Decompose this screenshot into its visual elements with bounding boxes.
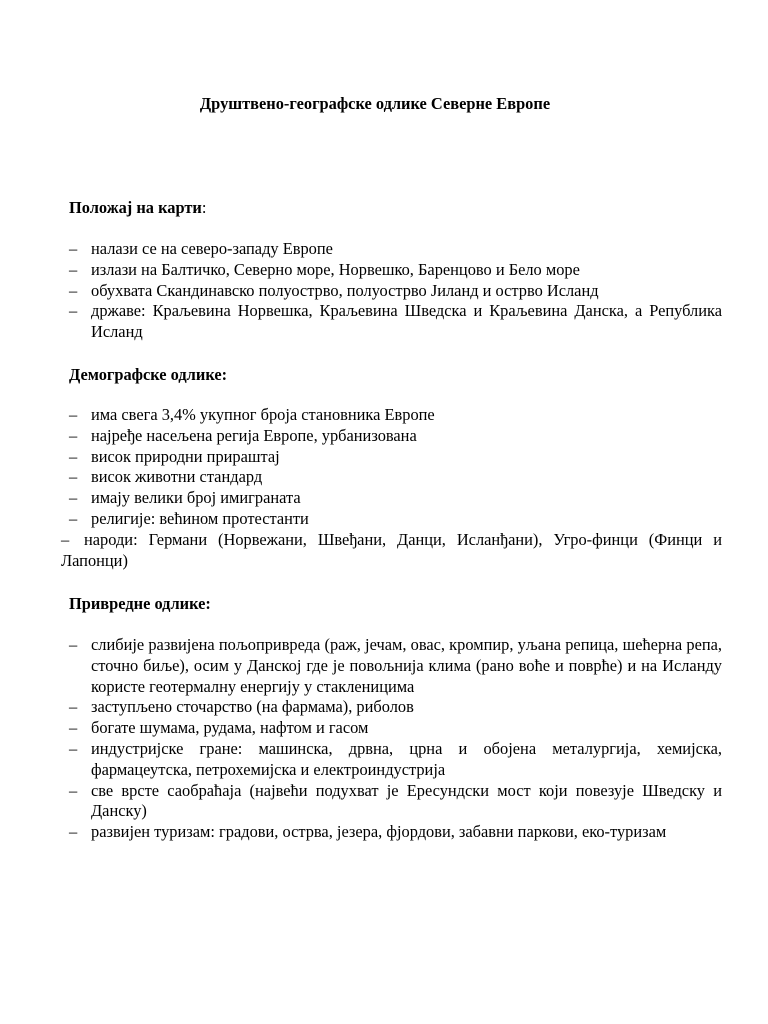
bullet-dash: – — [69, 239, 78, 258]
bullet-dash: – — [69, 488, 78, 508]
section-heading-economy — [69, 594, 211, 615]
bullet-dash: – — [69, 467, 78, 487]
list-item-text: имају велики број имиграната — [91, 488, 301, 508]
bullet-dash: – — [61, 529, 70, 549]
bullet-dash: – — [69, 780, 78, 800]
list-item — [69, 281, 722, 302]
list-item — [69, 739, 722, 781]
list-item — [61, 530, 722, 572]
list-item — [69, 822, 722, 843]
bullet-dash: – — [69, 822, 78, 842]
demographics-list — [61, 405, 722, 571]
list-item-text: богате шумама, рудама, нафтом и гасом — [91, 718, 369, 738]
list-item-text: развијен туризам: градови, острва, језера, фјордови, забавни паркови, еко-туризам — [91, 822, 667, 842]
section-heading-location-colon: : — [201, 198, 207, 217]
list-item — [69, 301, 722, 343]
list-item — [69, 467, 722, 488]
bullet-dash: – — [69, 697, 78, 717]
bullet-dash: – — [69, 635, 78, 654]
list-item-text: обухвата Скандинавско полуострво, полуострво Јиланд и острво Исланд — [91, 280, 599, 300]
section-heading-demographics-text: Демографске одлике: — [69, 365, 228, 384]
list-item — [69, 426, 722, 447]
document-title: Друштвено-географске одлике Северне Европе — [199, 94, 551, 113]
bullet-dash: – — [69, 718, 78, 738]
list-item — [69, 405, 722, 426]
list-item-text: народи: Германи (Норвежани, Швеђани, Данци, Исланђани), Угро-финци (Финци и Лапонци) — [61, 529, 722, 570]
list-item-text: висок животни стандард — [91, 467, 263, 487]
section-heading-location-text: Положај на карти — [69, 198, 202, 217]
list-item-text: заступљено сточарство (на фармама), риболов — [91, 697, 414, 717]
list-item — [69, 697, 722, 718]
section-heading-demographics — [69, 365, 227, 386]
bullet-dash: – — [69, 259, 78, 279]
list-item-text: индустријске гране: машинска, дрвна, црна и обојена металургија, хемијска, фармацеутска, петрохемијска и електроиндустрија — [91, 738, 722, 779]
section-heading-location — [69, 198, 206, 219]
list-item-text: висок природни прираштај — [91, 446, 280, 466]
list-item — [69, 781, 722, 823]
list-item-text: има свега 3,4% укупног броја становника Европе — [91, 405, 435, 424]
list-item — [69, 239, 722, 260]
list-item — [69, 509, 722, 530]
list-item-text: налази се на северо-западу Европе — [91, 239, 333, 258]
economy-list — [69, 635, 722, 843]
bullet-dash: – — [69, 280, 78, 300]
list-item-text: све врсте саобраћаја (највећи подухват је Ересундски мост који повезује Шведску и Данску) — [91, 780, 722, 821]
list-item — [69, 718, 722, 739]
section-heading-economy-text: Привредне одлике: — [69, 594, 211, 613]
bullet-dash: – — [69, 738, 78, 758]
list-item-text: слибије развијена пољопривреда (раж, јечам, овас, кромпир, уљана репица, шећерна репа, сточно биље), осим у Данској где је повољнија клима (рано воће и поврће) и на Исланду користе геотермалну енергију у стакленицима — [91, 635, 722, 696]
bullet-dash: – — [69, 405, 78, 424]
location-list — [69, 239, 722, 343]
list-item-text: религије: већином протестанти — [91, 508, 309, 528]
bullet-dash: – — [69, 508, 78, 528]
bullet-dash: – — [69, 301, 78, 321]
bullet-dash: – — [69, 446, 78, 466]
list-item-text: најређе насељена регија Европе, урбанизована — [91, 425, 417, 445]
list-item — [69, 447, 722, 468]
list-item-text: излази на Балтичко, Северно море, Норвешко, Баренцово и Бело море — [91, 259, 580, 279]
list-item — [69, 260, 722, 281]
list-item-text: државе: Краљевина Норвешка, Краљевина Шведска и Краљевина Данска, а Република Исланд — [91, 301, 722, 342]
list-item — [69, 635, 722, 697]
list-item — [69, 488, 722, 509]
bullet-dash: – — [69, 425, 78, 445]
